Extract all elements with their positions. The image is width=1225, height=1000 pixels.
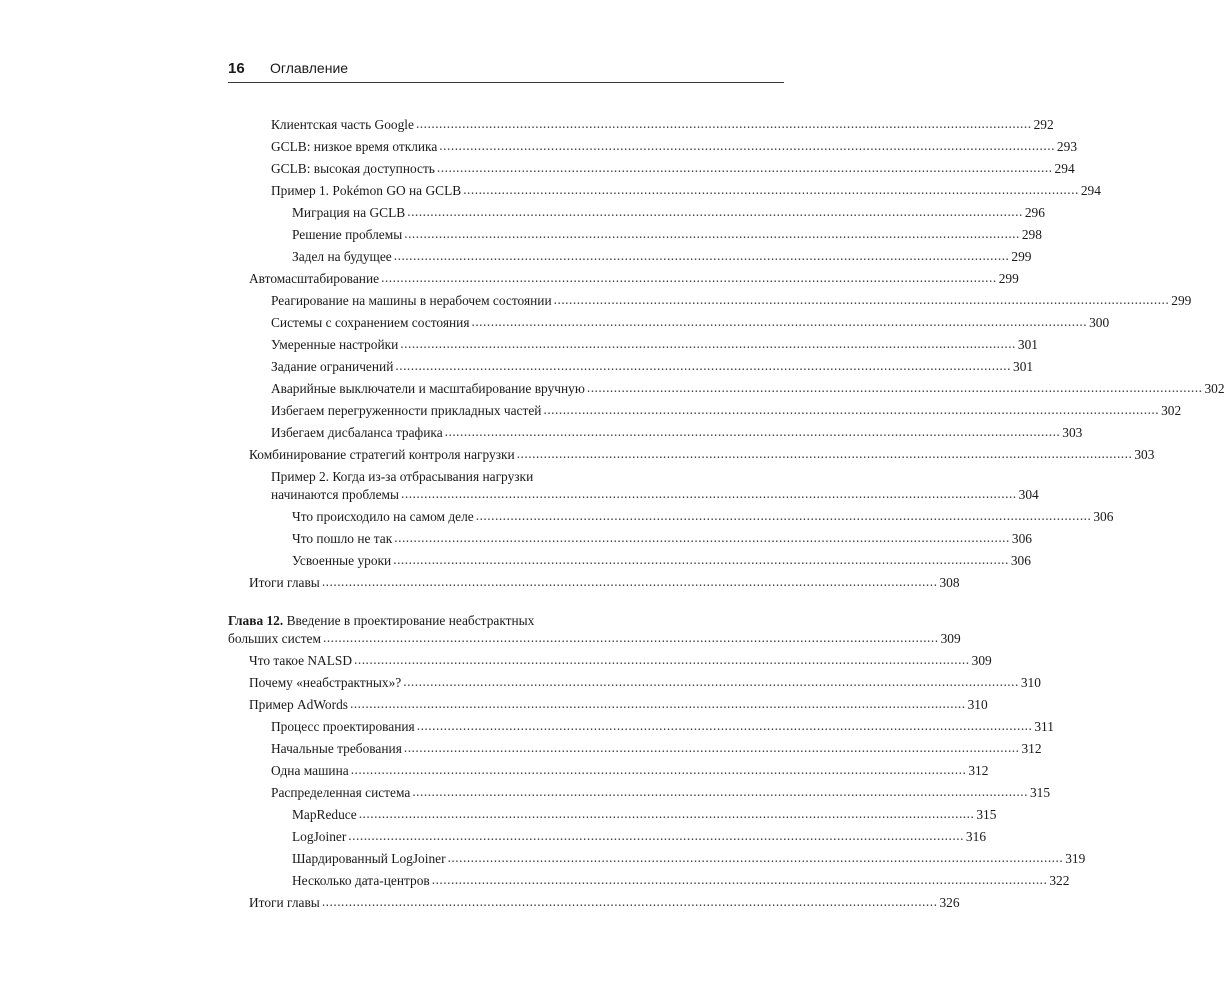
toc-entry-page: 301 xyxy=(1013,359,1034,374)
leader-dots: ................................................................................................................................................................ xyxy=(415,116,1032,131)
toc-entry[interactable] xyxy=(228,651,992,671)
toc-entry[interactable] xyxy=(228,629,961,649)
leader-dots: ................................................................................................................................................................ xyxy=(403,674,1019,689)
toc-entry[interactable] xyxy=(228,181,1101,201)
toc-entry[interactable] xyxy=(228,761,989,781)
running-title: Оглавление xyxy=(270,60,349,76)
toc-entry-title: Распределенная система xyxy=(271,785,411,800)
toc-entry[interactable] xyxy=(228,115,1054,135)
toc-entry-title: Реагирование на машины в нерабочем состоянии xyxy=(271,293,552,308)
toc-entry-title: Решение проблемы xyxy=(292,227,403,242)
toc-entry-page: 302 xyxy=(1161,403,1182,418)
toc-entry-page: 306 xyxy=(1093,509,1114,524)
toc-entry-title: Что пошло не так xyxy=(292,531,393,546)
toc-entry-page: 306 xyxy=(1011,531,1032,546)
toc-entry[interactable] xyxy=(228,137,1078,157)
toc-entry[interactable] xyxy=(228,379,1225,399)
chapter-title-line1: Введение в проектирование неабстрактных xyxy=(286,613,535,628)
toc-entry-title: MapReduce xyxy=(292,807,357,822)
toc-entry-page: 299 xyxy=(1171,293,1192,308)
toc-entry[interactable] xyxy=(228,423,1083,443)
leader-dots: ................................................................................................................................................................ xyxy=(394,530,1010,545)
toc-entry-title: Итоги главы xyxy=(249,575,320,590)
toc-entry[interactable] xyxy=(228,529,1032,549)
leader-dots: ................................................................................................................................................................ xyxy=(321,894,938,909)
chapter-number: Глава 12. xyxy=(228,613,284,628)
toc-entry-page: 306 xyxy=(1010,553,1031,568)
toc-entry[interactable] xyxy=(228,695,988,715)
toc-entry[interactable] xyxy=(228,783,1051,803)
toc-entry[interactable] xyxy=(228,225,1042,245)
toc-entry-title: GCLB: высокая доступность xyxy=(271,161,435,176)
toc-entry-title: Итоги главы xyxy=(249,895,320,910)
toc-entry-page: 293 xyxy=(1056,139,1078,154)
toc-entry-page: 304 xyxy=(1018,487,1039,502)
toc-entry-page: 310 xyxy=(1020,675,1041,690)
leader-dots: ................................................................................................................................................................ xyxy=(393,552,1009,567)
leader-dots: ................................................................................................................................................................ xyxy=(403,740,1020,755)
toc-entry-title: LogJoiner xyxy=(292,829,347,844)
toc-entry-title: Усвоенные уроки xyxy=(292,553,392,568)
toc-entry-title: Почему «неабстрактных»? xyxy=(249,675,402,690)
toc-entry[interactable] xyxy=(228,203,1045,223)
leader-dots: ................................................................................................................................................................ xyxy=(354,652,970,667)
toc-entry[interactable] xyxy=(228,335,1038,355)
leader-dots: ................................................................................................................................................................ xyxy=(516,446,1133,461)
leader-dots: ................................................................................................................................................................ xyxy=(543,402,1160,417)
leader-dots: ................................................................................................................................................................ xyxy=(350,762,967,777)
toc-entry[interactable] xyxy=(228,573,960,593)
toc-entry[interactable] xyxy=(228,291,1192,311)
toc-entry[interactable] xyxy=(228,893,960,913)
toc-entry-page: 308 xyxy=(939,575,960,590)
toc-entry-page: 316 xyxy=(965,829,987,844)
toc-entry[interactable] xyxy=(228,739,1042,759)
toc-entry[interactable] xyxy=(228,551,1031,571)
toc-entry[interactable] xyxy=(228,247,1032,267)
toc-entry[interactable] xyxy=(228,159,1075,179)
toc-entry-page: 294 xyxy=(1080,183,1101,198)
toc-entry-page: 319 xyxy=(1065,851,1086,866)
toc-entry-title: Что происходило на самом деле xyxy=(292,509,474,524)
toc-entry-page: 312 xyxy=(968,763,989,778)
toc-entry-title-line1[interactable]: Пример 2. Когда из-за отбрасывания нагрузки xyxy=(271,469,534,484)
leader-dots: ................................................................................................................................................................ xyxy=(401,486,1017,501)
leader-dots: ................................................................................................................................................................ xyxy=(553,292,1170,307)
leader-dots: ................................................................................................................................................................ xyxy=(416,718,1033,733)
toc-entry-page: 294 xyxy=(1054,161,1075,176)
toc-entry-page: 300 xyxy=(1089,315,1110,330)
toc-entry[interactable] xyxy=(228,507,1114,527)
leader-dots: ................................................................................................................................................................ xyxy=(436,160,1053,175)
toc-entry-title: Автомасштабирование xyxy=(249,271,380,286)
leader-dots: ................................................................................................................................................................ xyxy=(463,182,1079,197)
leader-dots: ................................................................................................................................................................ xyxy=(439,138,1055,153)
leader-dots: ................................................................................................................................................................ xyxy=(404,226,1020,241)
toc-entry-title: Что такое NALSD xyxy=(249,653,352,668)
toc-entry-title: GCLB: низкое время отклика xyxy=(271,139,438,154)
toc-entry-page: 303 xyxy=(1134,447,1155,462)
leader-dots: ................................................................................................................................................................ xyxy=(395,358,1011,373)
leader-dots: ................................................................................................................................................................ xyxy=(447,850,1064,865)
toc-entry[interactable] xyxy=(228,871,1070,891)
toc-entry[interactable] xyxy=(228,827,987,847)
toc-entry-title: Шардированный LogJoiner xyxy=(292,851,446,866)
leader-dots: ................................................................................................................................................................ xyxy=(407,204,1023,219)
toc-entry-title: Процесс проектирования xyxy=(271,719,415,734)
toc-entry-title: Клиентская часть Google xyxy=(271,117,414,132)
toc-entry-page: 326 xyxy=(939,895,960,910)
toc-entry-page: 309 xyxy=(971,653,992,668)
page-number: 16 xyxy=(228,60,245,77)
toc-entry-title: Системы с сохранением состояния xyxy=(271,315,470,330)
toc-entry-title: Задел на будущее xyxy=(292,249,392,264)
toc-entry-page: 292 xyxy=(1033,117,1054,132)
toc-entry-page: 315 xyxy=(976,807,997,822)
toc-entry-page: 312 xyxy=(1021,741,1042,756)
toc-entry-title: больших систем xyxy=(228,631,321,646)
toc-entry-page: 310 xyxy=(967,697,988,712)
toc-entry-title: Аварийные выключатели и масштабирование вручную xyxy=(271,381,585,396)
toc-entry[interactable] xyxy=(228,673,1041,693)
toc-entry-title: Пример AdWords xyxy=(249,697,348,712)
toc-entry[interactable] xyxy=(228,313,1110,333)
toc-entry-title: Пример 1. Pokémon GO на GCLB xyxy=(271,183,462,198)
toc-entry-page: 296 xyxy=(1024,205,1045,220)
toc-entry[interactable] xyxy=(228,849,1086,869)
leader-dots: ................................................................................................................................................................ xyxy=(444,424,1061,439)
leader-dots: ................................................................................................................................................................ xyxy=(322,630,939,645)
toc-entry-title: Избегаем перегруженности прикладных частей xyxy=(271,403,542,418)
toc-entry[interactable] xyxy=(228,445,1155,465)
toc-entry-title: Задание ограничений xyxy=(271,359,394,374)
toc-entry-page: 298 xyxy=(1021,227,1042,242)
leader-dots: ................................................................................................................................................................ xyxy=(412,784,1028,799)
toc-entry-page: 299 xyxy=(1011,249,1032,264)
toc-entry-page: 299 xyxy=(998,271,1019,286)
toc-entry-page: 302 xyxy=(1204,381,1225,396)
toc-entry-page: 311 xyxy=(1034,719,1054,734)
toc-entry-page: 315 xyxy=(1029,785,1051,800)
toc-entry[interactable] xyxy=(228,401,1182,421)
leader-dots: ................................................................................................................................................................ xyxy=(321,574,938,589)
leader-dots: ................................................................................................................................................................ xyxy=(348,828,964,843)
leader-dots: ................................................................................................................................................................ xyxy=(358,806,975,821)
toc-entry-title: Умеренные настройки xyxy=(271,337,399,352)
toc-entry[interactable] xyxy=(228,805,997,825)
toc-entry-page: 301 xyxy=(1017,337,1038,352)
toc-entry[interactable] xyxy=(228,485,1039,505)
leader-dots: ................................................................................................................................................................ xyxy=(586,380,1203,395)
toc-entry-title: Начальные требования xyxy=(271,741,402,756)
toc-entry-title: Несколько дата-центров xyxy=(292,873,430,888)
toc-entry-page: 322 xyxy=(1049,873,1070,888)
leader-dots: ................................................................................................................................................................ xyxy=(349,696,966,711)
leader-dots: ................................................................................................................................................................ xyxy=(381,270,997,285)
toc-entry-title: Комбинирование стратегий контроля нагрузки xyxy=(249,447,515,462)
toc-entry[interactable] xyxy=(228,357,1034,377)
toc-entry-title: Миграция на GCLB xyxy=(292,205,406,220)
leader-dots: ................................................................................................................................................................ xyxy=(471,314,1088,329)
running-header xyxy=(228,58,784,83)
toc-entry-title: Одна машина xyxy=(271,763,349,778)
toc-entry-page: 303 xyxy=(1062,425,1083,440)
leader-dots: ................................................................................................................................................................ xyxy=(400,336,1016,351)
toc-entry-title: начинаются проблемы xyxy=(271,487,400,502)
leader-dots: ................................................................................................................................................................ xyxy=(475,508,1092,523)
toc-entry-title: Избегаем дисбаланса трафика xyxy=(271,425,443,440)
leader-dots: ................................................................................................................................................................ xyxy=(393,248,1010,263)
toc-entry[interactable] xyxy=(228,269,1019,289)
toc-entry-page: 309 xyxy=(940,631,961,646)
leader-dots: ................................................................................................................................................................ xyxy=(431,872,1048,887)
toc-entry[interactable] xyxy=(228,717,1054,737)
